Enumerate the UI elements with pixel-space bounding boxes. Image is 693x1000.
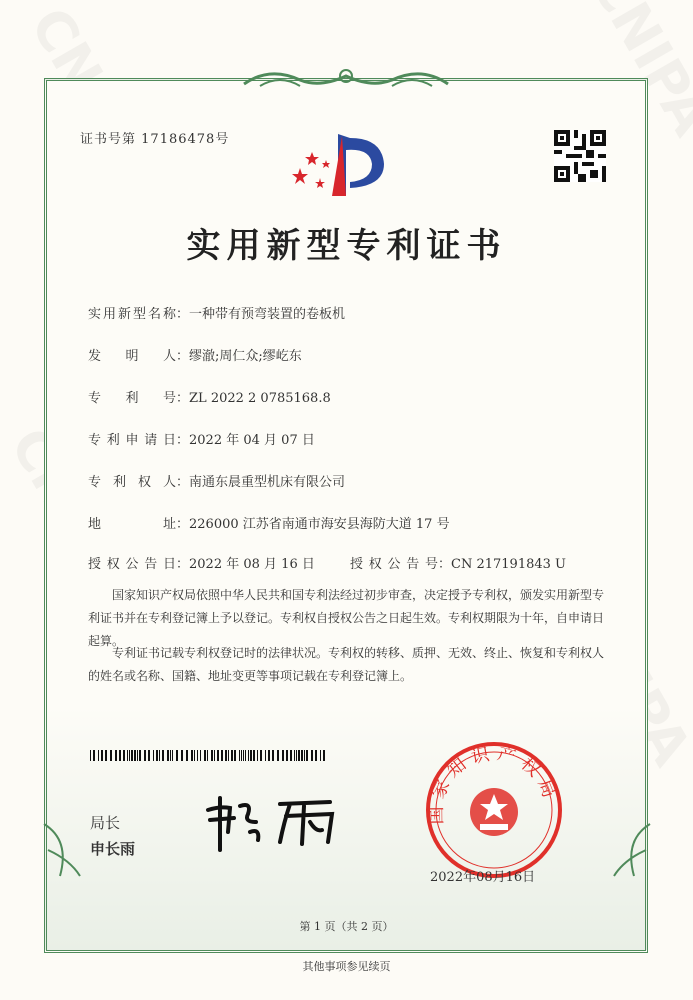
barcode-bar [131,750,133,761]
barcode-bar [90,750,91,761]
barcode-bar [110,750,112,761]
barcode-bar [272,750,274,761]
field-inventors: 发明人：缪澈;周仁众;缪屹东 [88,349,302,364]
barcode-bar [245,750,246,761]
barcode-bar [260,750,262,761]
barcode-bar [159,750,160,761]
field-grant-number: 授权公告号：CN 217191843 U [350,557,566,572]
paragraph: 国家知识产权局依照中华人民共和国专利法经过初步审查，决定授予专利权，颁发实用新型专利证书并在专利登记簿上予以登记。专利权自授权公告之日起生效。专利权期限为十年，自申请日起算。 [88,588,605,648]
barcode-bar [153,750,154,761]
barcode-bar [115,750,117,761]
barcode-bar [191,750,193,761]
page-info: 第 1 页（共 2 页） [299,920,394,933]
barcode-bar [268,750,270,761]
continued-note: 其他事项参见续页 [302,960,391,973]
barcode-bar [311,750,313,761]
official-seal [424,740,564,880]
barcode-bar [315,750,317,761]
barcode-bar [181,750,183,761]
barcode-bar [101,750,103,761]
barcode-bar [137,750,138,761]
barcode-bar [294,750,295,761]
barcode-bar [207,750,208,761]
barcode-bar [98,750,99,761]
paragraph: 专利证书记载专利权登记时的法律状况。专利权的转移、质押、无效、终止、恢复和专利权人的姓名或名称、国籍、地址变更等事项记载在专利登记簿上。 [88,646,605,683]
cnipa-logo [290,130,400,200]
barcode-bar [217,750,219,761]
barcode [90,750,325,761]
barcode-bar [296,750,297,761]
barcode-bar [277,750,279,761]
barcode-bar [162,750,164,761]
barcode-bar [93,750,95,761]
barcode-bar [129,750,130,761]
svg-text:国家知识产权局: 国家知识产权局 [425,742,562,825]
barcode-bar [172,750,173,761]
barcode-bar [214,750,215,761]
barcode-bar [243,750,244,761]
barcode-bar [257,750,258,761]
field-utility-model-name: 实用新型名称：一种带有预弯装置的卷板机 [88,307,346,322]
barcode-bar [221,750,223,761]
barcode-bar [298,750,300,761]
barcode-bar [148,750,150,761]
barcode-bar [197,750,198,761]
barcode-bar [225,750,227,761]
barcode-bar [323,750,325,761]
barcode-bar [239,750,240,761]
field-grant-date: 授权公告日：2022 年 08 月 16 日 [88,557,315,572]
barcode-bar [231,750,233,761]
barcode-bar [282,750,284,761]
barcode-bar [170,750,171,761]
top-ornament [240,66,452,92]
qr-code[interactable] [554,130,606,182]
barcode-bar [204,750,206,761]
barcode-bar [123,750,125,761]
corner-ornament [594,820,654,880]
barcode-bar [241,750,242,761]
barcode-bar [186,750,188,761]
barcode-bar [167,750,169,761]
barcode-bar [265,750,266,761]
barcode-bar [194,750,195,761]
barcode-bar [301,750,303,761]
barcode-bar [200,750,201,761]
barcode-bar [127,750,128,761]
seal-date: 2022年08月16日 [430,870,536,885]
barcode-bar [119,750,121,761]
barcode-bar [144,750,146,761]
barcode-bar [286,750,288,761]
director-title: 局长 [90,814,121,832]
barcode-bar [176,750,178,761]
field-patent-number: 专利号：ZL 2022 2 0785168.8 [88,391,331,406]
barcode-bar [105,750,107,761]
barcode-bar [253,750,255,761]
barcode-bar [250,750,252,761]
field-application-date: 专利申请日：2022 年 04 月 07 日 [88,433,315,448]
barcode-bar [290,750,292,761]
barcode-bar [248,750,249,761]
barcode-bar [134,750,136,761]
barcode-bar [228,750,229,761]
field-patentee: 专利权人：南通东晨重型机床有限公司 [88,475,346,490]
barcode-bar [139,750,141,761]
field-address: 地址：226000 江苏省南通市海安县海防大道 17 号 [88,517,450,532]
barcode-bar [234,750,236,761]
certificate-number: 证书号第 17186478号 [80,132,230,147]
barcode-bar [211,750,213,761]
director-name: 申长雨 [90,840,136,858]
barcode-bar [304,750,305,761]
barcode-bar [156,750,158,761]
certificate-title: 实用新型专利证书 [186,226,507,266]
barcode-bar [306,750,308,761]
director-signature [200,792,350,852]
barcode-bar [320,750,321,761]
